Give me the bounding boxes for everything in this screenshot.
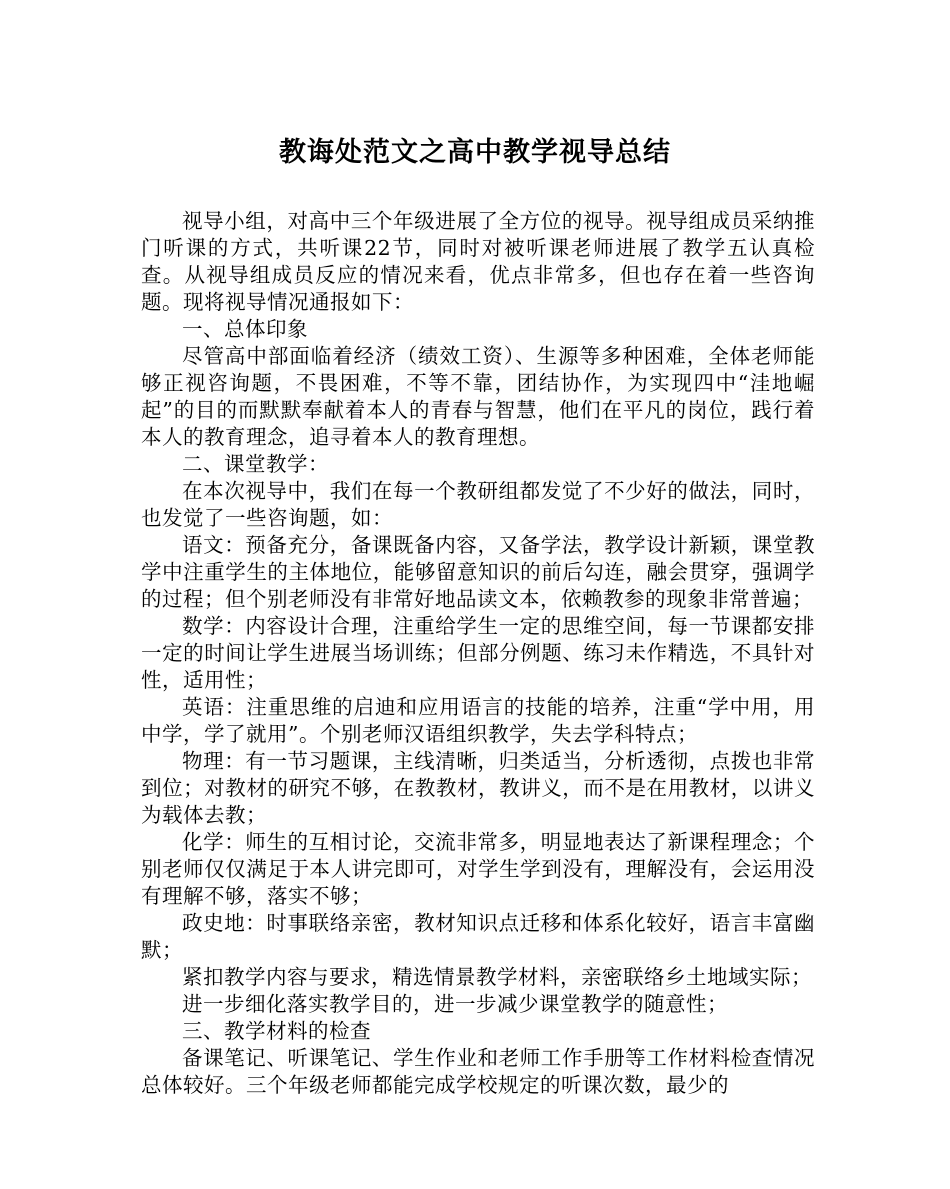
paragraph-physics: 物理：有一节习题课，主线清晰，归类适当，分析透彻，点拨也非常到位；对教材的研究不够，在教教材，教讲义，而不是在用教材，以讲义为载体去教； xyxy=(141,749,815,827)
paragraph-teaching-materials-link: 紧扣教学内容与要求，精选情景教学材料，亲密联络乡土地域实际； xyxy=(182,965,812,989)
heading-materials-check: 三、教学材料的检查 xyxy=(182,1019,371,1043)
paragraph-intro: 视导小组，对高中三个年级进展了全方位的视导。视导组成员采纳推门听课的方式，共听课22节，同时对被听课老师进展了教学五认真检查。从视导组成员反应的情况来看，优点非常多，但也存在着一些咨询题。现将视导情况通报如下： xyxy=(141,209,815,314)
paragraph-overall-impression: 尽管高中部面临着经济（绩效工资）、生源等多种困难，全体老师能够正视咨询题，不畏困难，不等不靠，团结协作，为实现四中“洼地崛起”的目的而默默奉献着本人的青春与智慧，他们在平凡的岗位，践行着本人的教育理念，追寻着本人的教育理想。 xyxy=(141,344,815,449)
paragraph-materials-check: 备课笔记、听课笔记、学生作业和老师工作手册等工作材料检查情况总体较好。三个年级老师都能完成学校规定的听课次数，最少的 xyxy=(141,1046,815,1097)
document-body xyxy=(141,208,815,1099)
paragraph-politics-history-geography: 政史地：时事联络亲密，教材知识点迁移和体系化较好，语言丰富幽默； xyxy=(141,911,815,962)
heading-classroom-teaching: 二、课堂教学： xyxy=(182,452,329,476)
paragraph-classroom-intro: 在本次视导中，我们在每一个教研组都发觉了不少好的做法，同时，也发觉了一些咨询题，如： xyxy=(141,479,815,530)
paragraph-refine-goals: 进一步细化落实教学目的，进一步减少课堂教学的随意性； xyxy=(182,992,728,1016)
paragraph-math: 数学：内容设计合理，注重给学生一定的思维空间，每一节课都安排一定的时间让学生进展当场训练；但部分例题、练习未作精选，不具针对性，适用性； xyxy=(141,614,815,692)
paragraph-english: 英语：注重思维的启迪和应用语言的技能的培养，注重“学中用，用中学，学了就用”。个别老师汉语组织教学，失去学科特点； xyxy=(141,695,815,746)
document-title: 教诲处范文之高中教学视导总结 xyxy=(279,137,671,168)
heading-overall-impression: 一、总体印象 xyxy=(182,317,308,341)
paragraph-chemistry: 化学：师生的互相讨论，交流非常多，明显地表达了新课程理念；个别老师仅仅满足于本人讲完即可，对学生学到没有，理解没有，会运用没有理解不够，落实不够； xyxy=(141,830,815,908)
paragraph-chinese: 语文：预备充分，备课既备内容，又备学法，教学设计新颖，课堂教学中注重学生的主体地位，能够留意知识的前后勾连，融会贯穿，强调学的过程；但个别老师没有非常好地品读文本，依赖教参的现象非常普遍； xyxy=(141,533,815,611)
